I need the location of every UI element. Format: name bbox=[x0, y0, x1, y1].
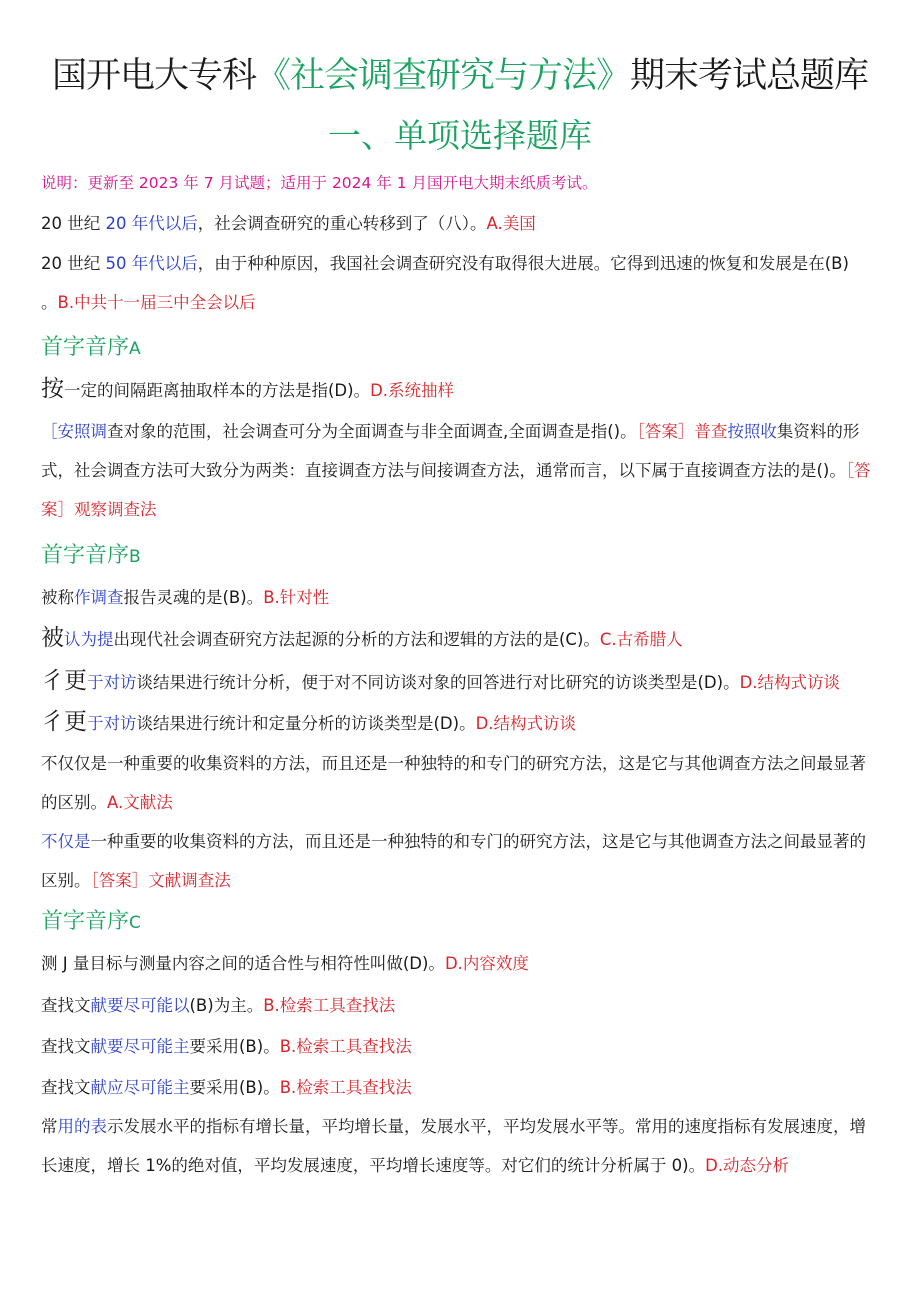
answer-text: B.中共十一届三中全会以后 bbox=[57, 293, 256, 312]
q-highlight: 50 年代以后 bbox=[105, 254, 198, 273]
q-first-char: 按 bbox=[41, 376, 64, 402]
question-item bbox=[41, 986, 886, 1026]
question-item bbox=[41, 1027, 886, 1067]
answer-text: B.检索工具查找法 bbox=[263, 996, 396, 1015]
section-label: 首字音序 bbox=[41, 543, 130, 568]
question-item bbox=[41, 1107, 881, 1185]
q-highlight: 于对访 bbox=[87, 673, 137, 692]
q-highlight: 按照收 bbox=[727, 422, 777, 441]
q-text: 常 bbox=[41, 1117, 58, 1136]
answer-text: B.针对性 bbox=[263, 588, 330, 607]
answer-text: B.检索工具查找法 bbox=[279, 1037, 412, 1056]
section-a-heading bbox=[41, 328, 141, 369]
page-title bbox=[0, 50, 920, 102]
q-first-char: 被 bbox=[41, 625, 64, 651]
question-item bbox=[41, 412, 881, 529]
q-text: 被称 bbox=[41, 588, 74, 607]
q-text: 一种重要的收集资料的方法，而且还是一种独特的和专门的研究方法，这是它与其他调查方法之间最显著的区别。 bbox=[41, 832, 866, 890]
title-prefix: 国开电大专科 bbox=[51, 56, 256, 96]
answer-text: ［答案］普查 bbox=[636, 422, 728, 441]
q-text: 。 bbox=[41, 293, 58, 312]
q-text: 一定的间隔距离抽取样本的方法是指(D)。 bbox=[64, 381, 371, 400]
answer-text: C.古希腊人 bbox=[599, 630, 683, 649]
question-item bbox=[41, 661, 886, 703]
answer-text: D.结构式访谈 bbox=[475, 714, 577, 733]
q-text: 测 J 量目标与测量内容之间的适合性与相符性叫做(D)。 bbox=[41, 954, 445, 973]
answer-text: ［答案］观察调查法 bbox=[41, 461, 871, 519]
q-text: 要采用(B)。 bbox=[189, 1078, 280, 1097]
section-letter: C bbox=[129, 913, 141, 933]
q-highlight: 献应尽可能主 bbox=[90, 1078, 190, 1097]
answer-text: B.检索工具查找法 bbox=[279, 1078, 412, 1097]
q-highlight: 作调查 bbox=[74, 588, 124, 607]
question-item bbox=[41, 618, 886, 660]
title-course: 《社会调查研究与方法》 bbox=[255, 56, 630, 96]
q-text: 查对象的范围，社会调查可分为全面调查与非全面调查,全面调查是指()。 bbox=[107, 422, 637, 441]
q-highlight: 认为提 bbox=[64, 630, 114, 649]
title-suffix: 期末考试总题库 bbox=[630, 56, 869, 96]
section-c-heading bbox=[41, 902, 141, 943]
question-item bbox=[41, 369, 886, 411]
question-item bbox=[41, 944, 886, 984]
answer-text: A.文献法 bbox=[107, 793, 173, 812]
answer-text: D.系统抽样 bbox=[370, 381, 455, 400]
q-text: 查找文 bbox=[41, 1078, 91, 1097]
q-highlight: 献要尽可能主 bbox=[90, 1037, 190, 1056]
section-label: 首字音序 bbox=[41, 335, 130, 360]
question-item bbox=[41, 1068, 886, 1108]
q-text: 20 世纪 bbox=[41, 254, 106, 273]
q-text: 出现代社会调查研究方法起源的分析的方法和逻辑的方法的是(C)。 bbox=[113, 630, 600, 649]
q-text: 报告灵魂的是(B)。 bbox=[123, 588, 264, 607]
q-text: 20 世纪 bbox=[41, 214, 106, 233]
q-text: 不仅仅是一种重要的收集资料的方法，而且还是一种独特的和专门的研究方法，这是它与其他调查方法之间最显著的区别。 bbox=[41, 754, 866, 812]
question-item bbox=[41, 244, 881, 322]
q-bracket: ［ bbox=[41, 422, 58, 441]
q-text: 示发展水平的指标有增长量，平均增长量，发展水平，平均发展水平等。常用的速度指标有发展速度，增长速度，增长 1%的绝对值，平均发展速度，平均增长速度等。对它们的统计分析属于 0)。 bbox=[41, 1117, 866, 1175]
q-text: 查找文 bbox=[41, 996, 91, 1015]
q-text: 谈结果进行统计和定量分析的访谈类型是(D)。 bbox=[136, 714, 476, 733]
answer-text: D.内容效度 bbox=[444, 954, 529, 973]
q-text: 集资料的形式，社会调查方法可大致分为两类：直接调查方法与间接调查方法，通常而言，以下属于直接调查方法的是()。 bbox=[41, 422, 860, 480]
question-item bbox=[41, 204, 886, 244]
section-heading: 一、单项选择题库 bbox=[328, 116, 592, 155]
section-label: 首字音序 bbox=[41, 909, 130, 934]
q-first-char: 彳更 bbox=[41, 709, 87, 735]
answer-text: D.结构式访谈 bbox=[739, 673, 841, 692]
q-highlight: 不仅是 bbox=[41, 832, 91, 851]
section-letter: B bbox=[129, 547, 141, 567]
section-letter: A bbox=[129, 339, 141, 359]
q-highlight: 安照调 bbox=[57, 422, 107, 441]
answer-text: D.动态分析 bbox=[705, 1156, 790, 1175]
answer-text: A.美国 bbox=[486, 214, 536, 233]
question-item bbox=[41, 702, 886, 744]
question-item bbox=[41, 578, 886, 618]
q-first-char: 彳更 bbox=[41, 668, 87, 694]
question-item bbox=[41, 822, 881, 900]
section-b-heading bbox=[41, 536, 141, 577]
q-text: 查找文 bbox=[41, 1037, 91, 1056]
answer-text: ［答案］文献调查法 bbox=[90, 871, 231, 890]
q-text: ，社会调查研究的重心转移到了（八）。 bbox=[197, 214, 487, 233]
question-item bbox=[41, 744, 881, 822]
q-highlight: 20 年代以后 bbox=[105, 214, 198, 233]
q-text: 要采用(B)。 bbox=[189, 1037, 280, 1056]
q-highlight: 用的表 bbox=[57, 1117, 107, 1136]
q-text: ，由于种种原因，我国社会调查研究没有取得很大进展。它得到迅速的恢复和发展是在(B) bbox=[197, 254, 849, 273]
q-text: 谈结果进行统计分析，便于对不同访谈对象的回答进行对比研究的访谈类型是(D)。 bbox=[136, 673, 740, 692]
update-note: 说明：更新至 2023 年 7 月试题；适用于 2024 年 1 月国开电大期末纸质考试。 bbox=[41, 174, 598, 192]
q-text: (B)为主。 bbox=[189, 996, 264, 1015]
q-highlight: 献要尽可能以 bbox=[90, 996, 190, 1015]
q-highlight: 于对访 bbox=[87, 714, 137, 733]
